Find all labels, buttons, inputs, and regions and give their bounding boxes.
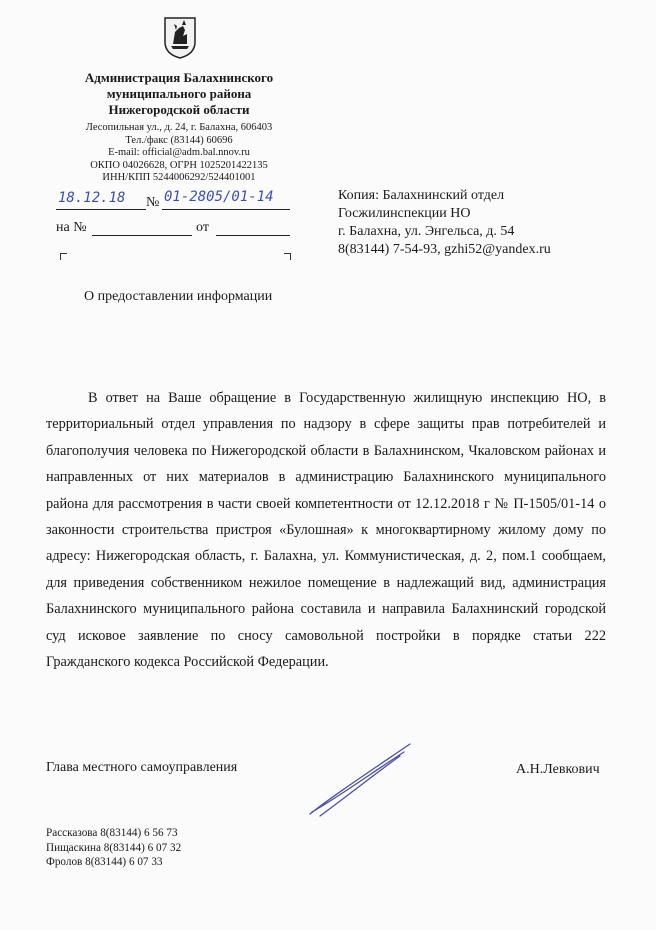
org-address: Лесопильная ул., д. 24, г. Балахна, 606403 (85, 122, 273, 133)
copy-recipient (338, 187, 551, 259)
reference-from: от (196, 220, 209, 235)
copy-line3: г. Балахна, ул. Энгельса, д. 54 (338, 224, 515, 239)
copy-line1: Копия: Балахнинский отдел (338, 188, 505, 203)
copy-line2: Госжилинспекции НО (338, 206, 471, 221)
handwritten-signature (300, 738, 420, 820)
letter-subject: О предоставлении информации (84, 289, 273, 304)
organization-header (54, 70, 304, 118)
reference-number-underline (92, 222, 192, 236)
signatory-title: Глава местного самоуправления (46, 760, 238, 775)
body-paragraph: В ответ на Ваше обращение в Государственную жилищную инспекцию НО, в территориальный отдел управления по надзору в сфере защиты прав потребителей и благополучия человека по Нижегородской области в Балахнинском, Чкаловском районах и направленных от них материалов в администрацию Балахнинского муниципального района для рассмотрения в части своей компетентности от 12.12.2018 г № П-1505/01-14 о законности строительства пристроя «Булошная» к многоквартирному жилому дому по адресу: Нижегородская область, г. Балахна, ул. Коммунистическая, д. 2, пом.1 сообщаем, для приведения собственником нежилое помещение в надлежащий вид, администрация Балахнинского муниципального района составила и направила Балахнинский городской суд исковое заявление по сносу самовольной постройки в порядке статьи 222 Гражданского кодекса Российской Федерации. (46, 390, 606, 671)
org-name-line1: Администрация Балахнинского (84, 70, 274, 85)
contact-item: Пищаскина 8(83144) 6 07 32 (46, 841, 182, 854)
registration-date: 18.12.18 (58, 190, 126, 206)
signatory-name: А.Н.Левкович (516, 762, 600, 777)
org-inn: ИНН/КПП 5244006292/524401001 (102, 172, 256, 183)
corner-mark-left (60, 253, 67, 260)
number-sign: № (146, 195, 160, 210)
reference-date-underline (216, 222, 290, 236)
contact-list (46, 826, 181, 870)
org-name-line3: Нижегородской области (108, 102, 250, 117)
registration-number: 01-2805/01-14 (164, 189, 274, 205)
reference-prefix: на № (56, 220, 87, 235)
org-details (54, 122, 304, 185)
org-email: E-mail: official@adm.bal.nnov.ru (108, 147, 250, 158)
copy-line4: 8(83144) 7-54-93, gzhi52@yandex.ru (338, 242, 551, 257)
corner-mark-right (284, 253, 291, 260)
coat-of-arms-emblem (163, 16, 197, 60)
org-name-line2: муниципального района (106, 86, 252, 101)
contact-item: Фролов 8(83144) 6 07 33 (46, 856, 163, 868)
contact-item: Рассказова 8(83144) 6 56 73 (46, 827, 178, 839)
letter-body (46, 385, 606, 675)
org-okpo: ОКПО 04026628, ОГРН 1025201422135 (90, 159, 268, 171)
org-phone: Тел./факс (83144) 60696 (125, 134, 233, 146)
